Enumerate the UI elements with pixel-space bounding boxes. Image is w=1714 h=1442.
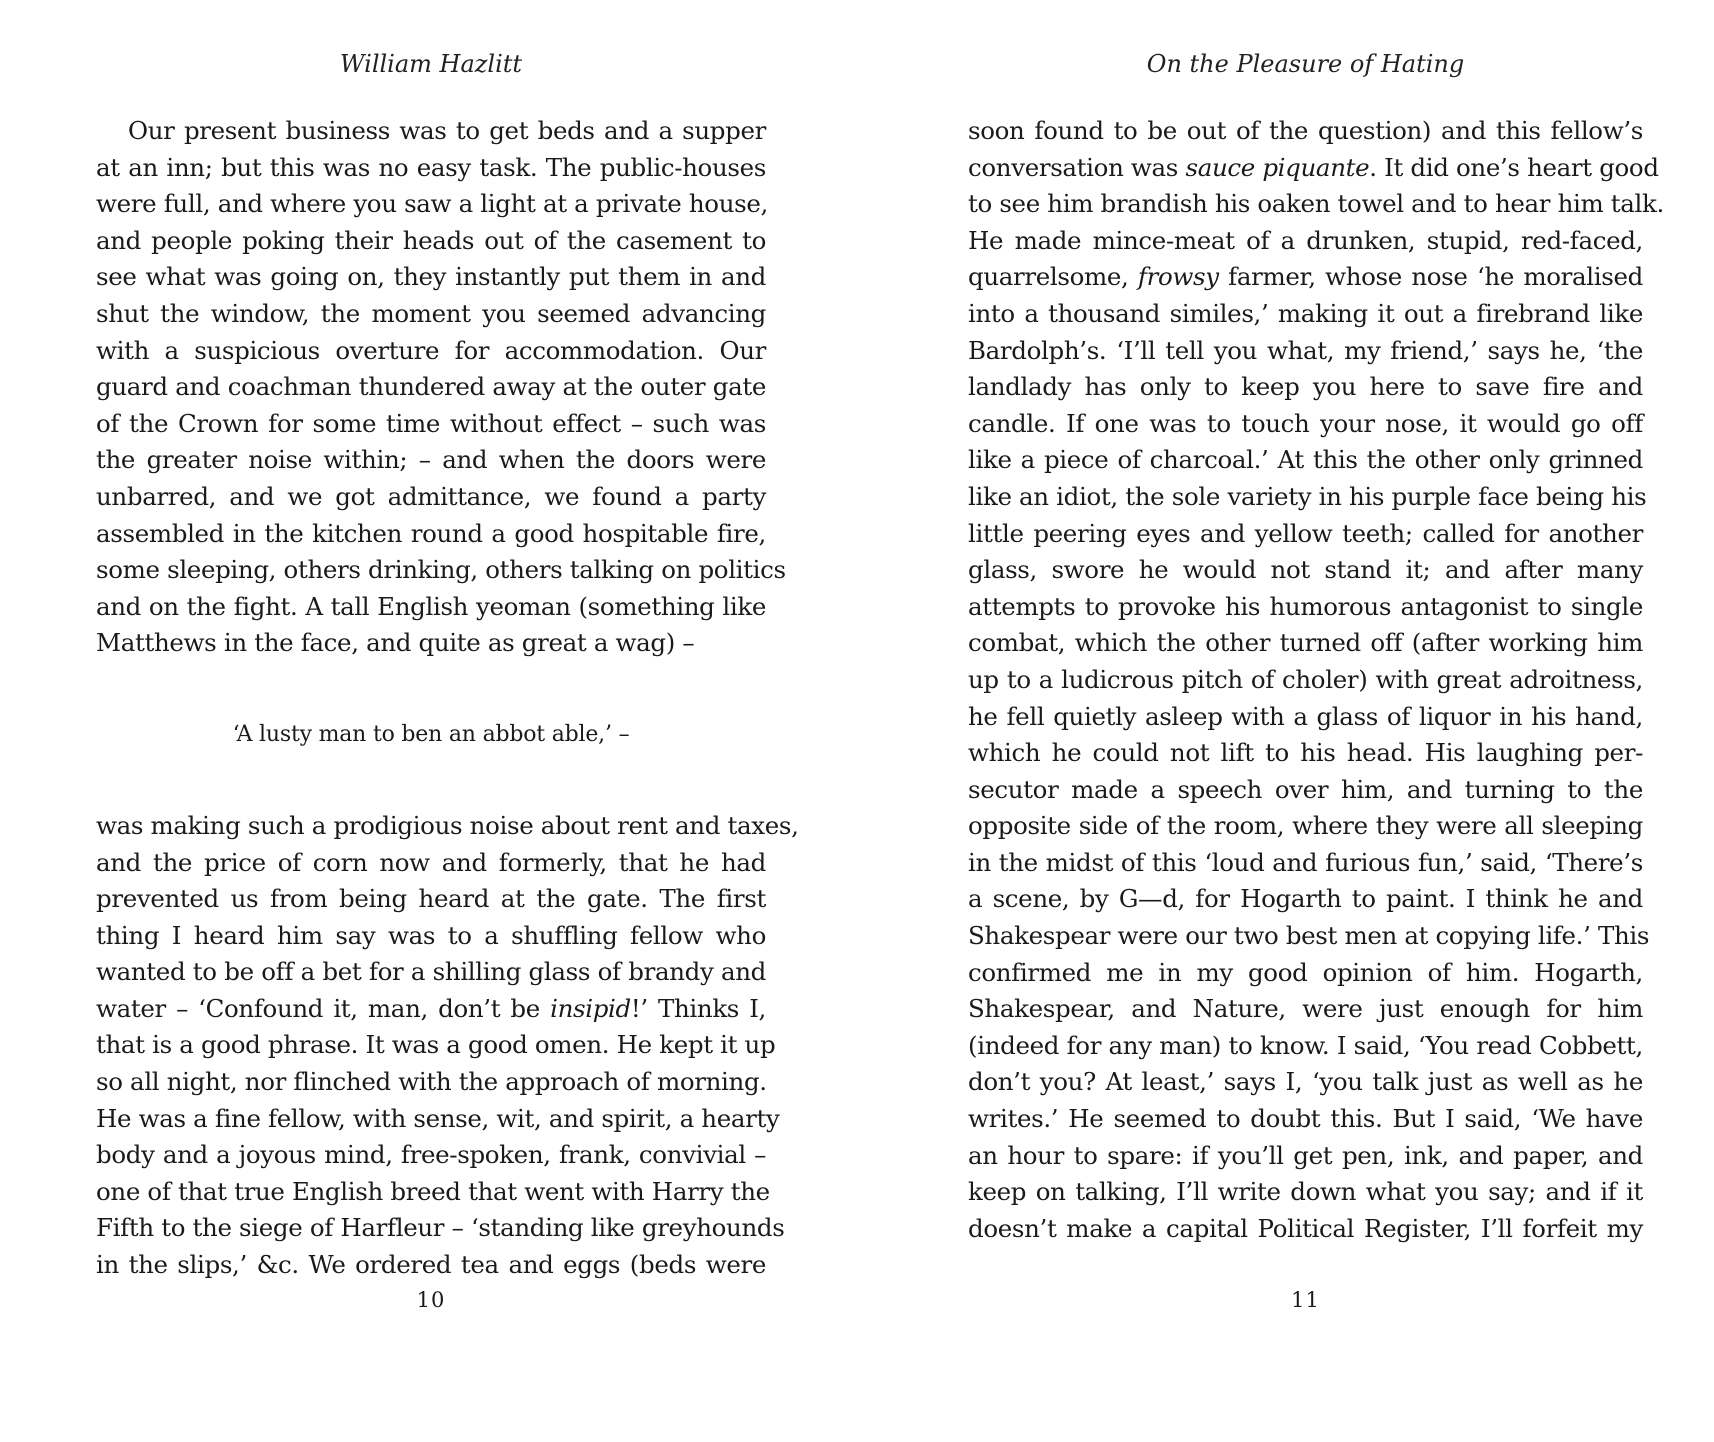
text-line: like a piece of charcoal.’ At this the other only grinned — [968, 445, 1643, 475]
text-line: Matthews in the face, and quite as great a wag) – — [96, 628, 695, 658]
running-head-left: William Hazlitt — [339, 50, 523, 78]
text-line: thing I heard him say was to a shuffling fellow who — [96, 920, 766, 950]
left-body-text — [96, 113, 799, 1284]
text-line: attempts to provoke his humorous antagonist to single — [968, 591, 1643, 621]
text-line: don’t you? At least,’ says I, ‘you talk just as well as he — [968, 1067, 1643, 1097]
text-line — [968, 259, 1643, 296]
text-line: Shakespear were our two best men at copying life.’ This — [968, 921, 1650, 951]
italic-word: insipid — [550, 993, 631, 1023]
text-line: and the price of corn now and formerly, that he had — [96, 847, 766, 877]
text-line: opposite side of the room, where they were all sleeping — [968, 811, 1643, 841]
page-number-left: 10 — [416, 1288, 446, 1312]
text-run: water – ‘Confound it, man, don’t be — [96, 993, 551, 1023]
text-line: keep on talking, I’ll write down what you say; and if it — [968, 1177, 1643, 1207]
text-line: wanted to be off a bet for a shilling glass of brandy and — [96, 957, 766, 987]
text-line: in the slips,’ &c. We ordered tea and eggs (beds were — [96, 1250, 766, 1280]
text-line: with a suspicious overture for accommodation. Our — [96, 335, 766, 365]
text-line: was making such a prodigious noise about rent and taxes, — [96, 810, 799, 840]
text-line: some sleeping, others drinking, others talking on politics — [96, 555, 786, 585]
text-line: doesn’t make a capital Political Register, I’ll forfeit my — [968, 1213, 1643, 1243]
text-line: writes.’ He seemed to doubt this. But I said, ‘We have — [968, 1104, 1643, 1134]
italic-word: sauce piquante — [1185, 152, 1370, 182]
verse-quote: ‘A lusty man to ben an abbot able,’ – — [232, 721, 630, 747]
text-line: and people poking their heads out of the casement to — [96, 225, 766, 255]
text-run: !’ Thinks I, — [630, 993, 766, 1023]
text-line: were full, and where you saw a light at a private house, — [96, 189, 768, 219]
text-line: combat, which the other turned off (after working him — [968, 628, 1643, 658]
text-line: soon found to be out of the question) and this fellow’s — [968, 116, 1643, 145]
text-line: Our present business was to get beds and a supper — [128, 116, 766, 145]
text-line: assembled in the kitchen round a good hospitable fire, — [96, 518, 766, 548]
text-line: shut the window, the moment you seemed advancing — [96, 298, 766, 328]
text-line: to see him brandish his oaken towel and to hear him talk. — [968, 189, 1664, 219]
text-line: (indeed for any man) to know. I said, ‘You read Cobbett, — [968, 1030, 1643, 1060]
text-line: which he could not lift to his head. His laughing per- — [968, 738, 1643, 768]
text-line: candle. If one was to touch your nose, it would go off — [968, 408, 1643, 438]
text-line: little peering eyes and yellow teeth; called for another — [968, 518, 1643, 548]
running-head-right: On the Pleasure of Hating — [1146, 50, 1465, 78]
right-body-text — [968, 113, 1664, 1247]
text-line: at an inn; but this was no easy task. The public-houses — [96, 152, 766, 182]
text-line: guard and coachman thundered away at the outer gate — [96, 372, 766, 402]
text-line: prevented us from being heard at the gate. The first — [96, 884, 766, 914]
text-line: into a thousand similes,’ making it out a firebrand like — [968, 298, 1643, 328]
right-remaining-lines — [968, 296, 1650, 1247]
text-line: Fifth to the siege of Harfleur – ‘standing like greyhounds — [96, 1213, 785, 1243]
text-line: he fell quietly asleep with a glass of liquor in his hand, — [968, 701, 1643, 731]
text-line — [96, 991, 766, 1028]
text-line: Shakespear, and Nature, were just enough for him — [968, 994, 1643, 1024]
text-run: quarrelsome, — [968, 262, 1138, 292]
text-line: landlady has only to keep you here to save fire and — [968, 372, 1643, 402]
text-run: conversation was — [968, 152, 1186, 182]
text-line: that is a good phrase. It was a good omen. He kept it up — [96, 1030, 776, 1060]
text-line: unbarred, and we got admittance, we found a party — [96, 481, 766, 511]
text-line: secutor made a speech over him, and turning to the — [968, 774, 1643, 804]
text-line: and on the fight. A tall English yeoman (something like — [96, 591, 766, 621]
text-line: up to a ludicrous pitch of choler) with great adroitness, — [968, 664, 1643, 694]
text-line: see what was going on, they instantly put them in and — [96, 262, 766, 292]
right-page — [968, 0, 1664, 1442]
left-page — [96, 0, 799, 1442]
text-line: He was a fine fellow, with sense, wit, and spirit, a hearty — [96, 1103, 780, 1133]
text-line: confirmed me in my good opinion of him. Hogarth, — [968, 957, 1643, 987]
text-line: glass, swore he would not stand it; and after many — [968, 555, 1643, 585]
text-line: Bardolph’s. ‘I’ll tell you what, my friend,’ says he, ‘the — [968, 335, 1643, 365]
text-run: . It did one’s heart good — [1369, 152, 1659, 182]
text-line: a scene, by G—d, for Hogarth to paint. I think he and — [968, 884, 1643, 914]
text-line: in the midst of this ‘loud and furious fun,’ said, ‘There’s — [968, 847, 1643, 877]
text-line: of the Crown for some time without effect – such was — [96, 408, 766, 438]
text-line: He made mince-meat of a drunken, stupid, red-faced, — [968, 225, 1643, 255]
text-line: body and a joyous mind, free-spoken, frank, convivial – — [96, 1140, 766, 1170]
text-line: an hour to spare: if you’ll get pen, ink, and paper, and — [968, 1140, 1643, 1170]
text-line — [968, 150, 1659, 187]
text-line: the greater noise within; – and when the doors were — [96, 445, 766, 475]
text-line: one of that true English breed that went with Harry the — [96, 1176, 770, 1206]
text-line: so all night, nor flinched with the approach of morning. — [96, 1067, 767, 1097]
text-line: like an idiot, the sole variety in his purple face being his — [968, 481, 1647, 511]
italic-word: frowsy — [1137, 262, 1219, 292]
text-run: farmer, whose nose ‘he moralised — [1218, 262, 1643, 292]
page-number-right: 11 — [1291, 1288, 1320, 1312]
